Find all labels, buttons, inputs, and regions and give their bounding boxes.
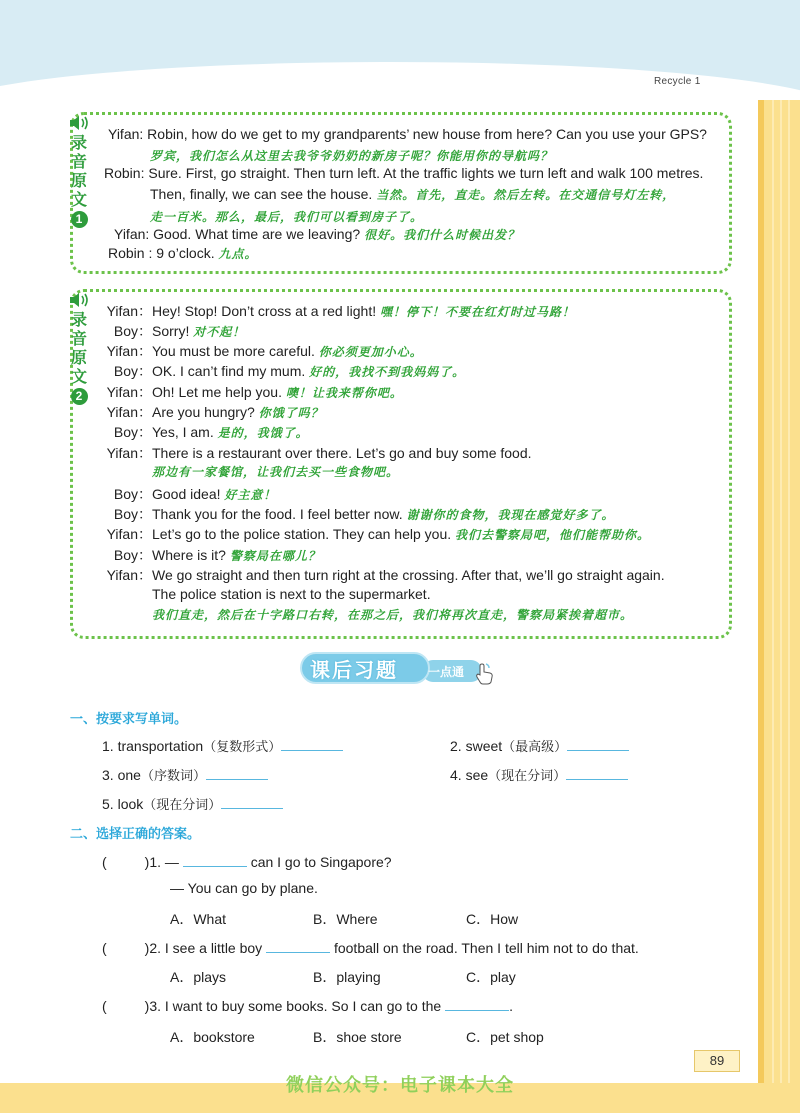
transcript-tag-2 (65, 292, 93, 405)
banner-title: 课后习题 (310, 658, 398, 682)
tag-char: 录 (70, 310, 87, 329)
tag-char: 原 (70, 171, 87, 190)
tag-char: 录 (70, 133, 87, 152)
option[interactable]: B．shoe store (313, 1029, 402, 1045)
dialog-line: Yifan：Oh! Let me help you. 噢！让我来帮你吧。 (106, 384, 403, 400)
section-title-1: 一、按要求写单词。 (70, 712, 188, 727)
dialog-translation: 罗宾，我们怎么从这里去我爷爷奶奶的新房子呢？你能用你的导航吗？ (150, 149, 554, 163)
dialog-line: Boy：Thank you for the food. I feel better now. 谢谢你的食物，我现在感觉好多了。 (113, 506, 615, 522)
option[interactable]: C．pet shop (466, 1029, 544, 1045)
speaker-icon (68, 115, 90, 131)
answer-paren[interactable] (107, 939, 145, 953)
question-1: ( )1. — can I go to Singapore? (102, 854, 392, 870)
answer-blank[interactable] (221, 794, 283, 809)
running-title: Recycle 1 (654, 76, 701, 87)
dialog-line: Then, finally, we can see the house. 当然。首先，直走。然后左转。在交通信号灯左转， (150, 186, 676, 202)
dialog-line: Yifan: Robin, how do we get to my grandparents’ new house from here? Can you use your GPS? (108, 126, 707, 142)
tag-char: 音 (70, 329, 87, 348)
answer-blank[interactable] (445, 996, 509, 1011)
tag-char: 文 (70, 367, 87, 386)
option[interactable]: C．How (466, 911, 519, 927)
dialog-line: Yifan：You must be more careful. 你必须更加小心。 (106, 343, 423, 359)
answer-paren[interactable] (107, 997, 145, 1011)
word-item-2: 2. sweet（最高级） (450, 736, 629, 755)
dialog-line: Robin: Sure. First, go straight. Then turn left. At the traffic lights we turn left and walk 100 metres. (104, 165, 704, 181)
dialog-line: Yifan：There is a restaurant over there. Let’s go and buy some food. (106, 445, 532, 461)
answer-blank[interactable] (183, 852, 247, 867)
option[interactable]: A．What (170, 911, 227, 927)
answer-blank[interactable] (281, 736, 343, 751)
transcript-tag-1 (65, 115, 93, 228)
dialog-line: Boy：OK. I can’t find my mum. 好的，我找不到我妈妈了。 (113, 363, 466, 379)
dialog-line: Yifan：Let’s go to the police station. They can help you. 我们去警察局吧，他们能帮助你。 (106, 526, 651, 542)
banner-subtitle: 一点通 (428, 665, 465, 679)
dialog-translation: 我们直走，然后在十字路口右转，在那之后，我们将再次直走，警察局紧挨着超市。 (152, 608, 634, 622)
dialog-line: Boy：Yes, I am. 是的，我饿了。 (113, 424, 309, 440)
speaker-icon (68, 292, 90, 308)
word-item-5: 5. look（现在分词） (102, 794, 283, 813)
section-title-2: 二、选择正确的答案。 (70, 827, 201, 842)
word-item-3: 3. one（序数词） (102, 765, 268, 784)
option[interactable]: B．Where (313, 911, 378, 927)
dialog-line: Yifan：We go straight and then turn right at the crossing. After that, we’ll go straight again. (106, 567, 665, 583)
footer-text: 微信公众号：电子课本大全 (286, 1075, 514, 1096)
answer-paren[interactable] (107, 853, 145, 867)
option[interactable]: A．bookstore (170, 1029, 255, 1045)
exercise-banner (300, 648, 500, 688)
tag-number: 1 (71, 211, 88, 228)
question-2: ( )2. I see a little boy football on the road. Then I tell him not to do that. (102, 940, 639, 956)
answer-blank[interactable] (567, 736, 629, 751)
question-3: ( )3. I want to buy some books. So I can go to the . (102, 998, 513, 1014)
option[interactable]: A．plays (170, 969, 227, 985)
tag-number: 2 (71, 388, 88, 405)
tag-char: 原 (70, 348, 87, 367)
option[interactable]: C．play (466, 969, 516, 985)
answer-blank[interactable] (206, 765, 268, 780)
dialog-line: Yifan：Hey! Stop! Don’t cross at a red light! 嘿！停下！不要在红灯时过马路！ (106, 303, 576, 319)
dialog-translation: 那边有一家餐馆，让我们去买一些食物吧。 (152, 465, 400, 479)
pointing-hand-icon (472, 662, 496, 686)
dialog-line: Yifan：Are you hungry? 你饿了吗？ (106, 404, 324, 420)
question-1-reply: — You can go by plane. (170, 880, 318, 896)
dialog-translation: 走一百米。那么，最后，我们可以看到房子了。 (150, 210, 424, 224)
tag-char: 文 (70, 190, 87, 209)
option[interactable]: B．playing (313, 969, 381, 985)
book-edge (758, 100, 800, 1113)
tag-char: 音 (70, 152, 87, 171)
answer-blank[interactable] (566, 765, 628, 780)
page-number: 89 (694, 1050, 740, 1072)
answer-blank[interactable] (266, 938, 330, 953)
word-item-4: 4. see（现在分词） (450, 765, 628, 784)
dialog-line: Robin : 9 o’clock. 九点。 (108, 245, 258, 261)
dialog-line: Boy：Good idea! 好主意！ (113, 486, 277, 502)
dialog-line: Boy：Sorry! 对不起！ (113, 323, 246, 339)
dialog-line: Boy：Where is it? 警察局在哪儿？ (113, 547, 321, 563)
word-item-1: 1. transportation（复数形式） (102, 736, 343, 755)
dialog-line: The police station is next to the supermarket. (152, 586, 431, 602)
dialog-line: Yifan: Good. What time are we leaving? 很好。我们什么时候出发？ (114, 226, 521, 242)
